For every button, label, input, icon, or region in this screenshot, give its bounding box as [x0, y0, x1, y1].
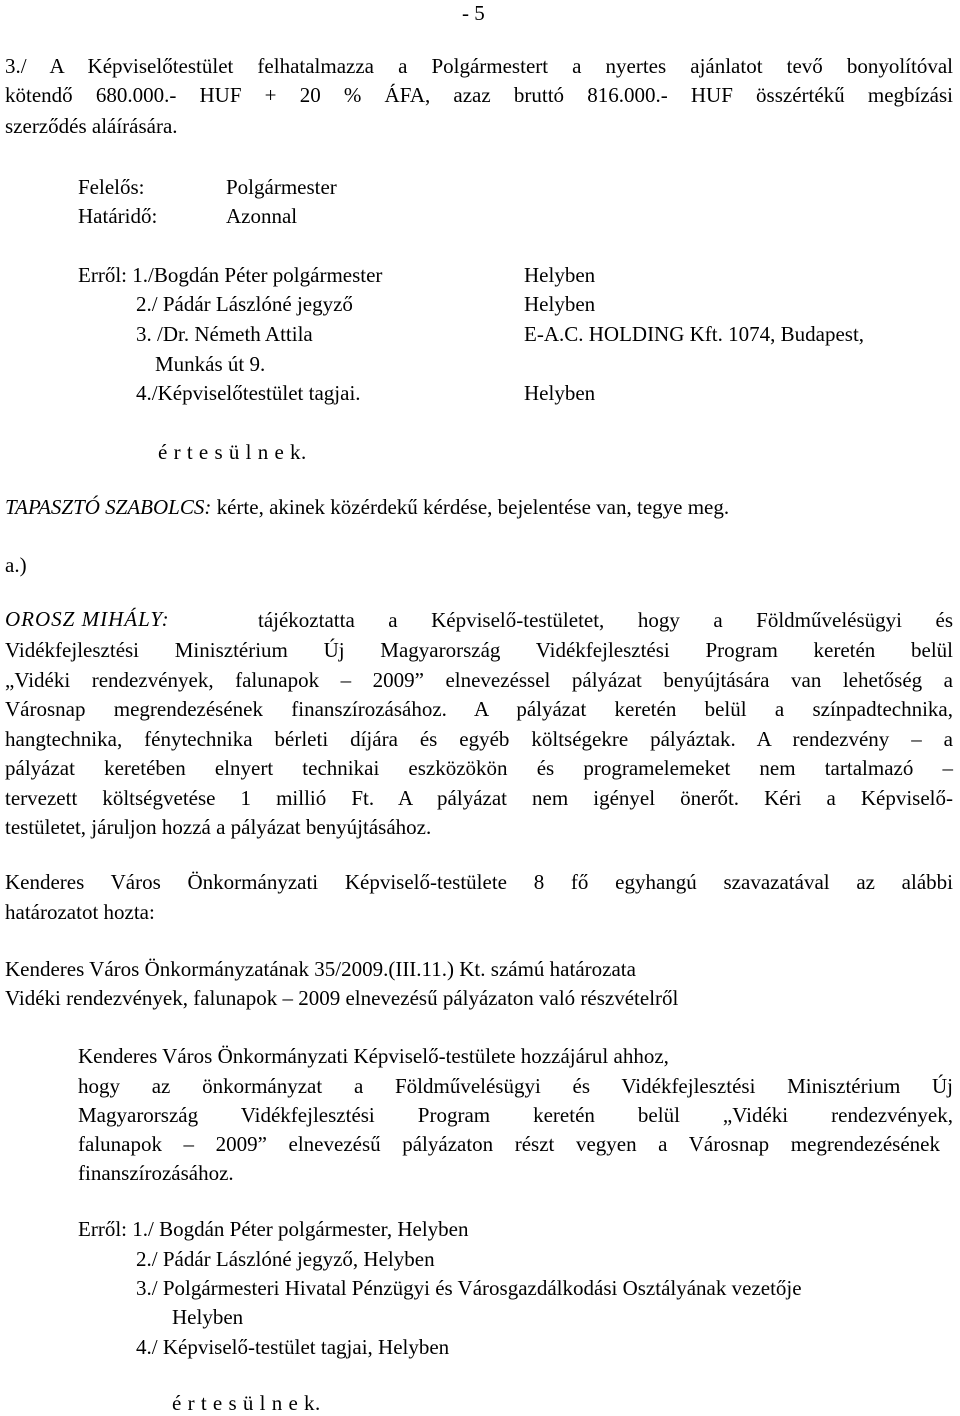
notify-item: Munkás út 9. [155, 352, 266, 376]
notified-label: é r t e s ü l n e k. [158, 440, 307, 464]
notify-item: 4./ Képviselő-testület tagjai, Helyben [136, 1335, 450, 1359]
paragraph-line: tervezett költségvetése 1 millió Ft. A pályázat nem igényel önerőt. Kéri a Képviselő- [5, 786, 953, 810]
item-marker: a.) [5, 553, 27, 577]
tapaszto-statement [5, 494, 729, 520]
resolution-body-line: Kenderes Város Önkormányzati Képviselő-testülete hozzájárul ahhoz, [78, 1044, 669, 1068]
notify-item: Erről: 1./ Bogdán Péter polgármester, Helyben [78, 1217, 469, 1241]
speaker-name: TAPASZTÓ SZABOLCS: [5, 495, 212, 519]
resolution-number: Kenderes Város Önkormányzatának 35/2009.(III.11.) Kt. számú határozata [5, 957, 636, 981]
notify-item: Erről: 1./Bogdán Péter polgármester [78, 263, 383, 287]
notify-location: E-A.C. HOLDING Kft. 1074, Budapest, [524, 322, 865, 346]
statement-text: kérte, akinek közérdekű kérdése, bejelentése van, tegye meg. [211, 495, 730, 519]
notify-location: Helyben [524, 381, 596, 405]
resolution-subject: Vidéki rendezvények, falunapok – 2009 elnevezésű pályázaton való részvételről [5, 986, 679, 1010]
paragraph-line: Kenderes Város Önkormányzati Képviselő-testülete 8 fő egyhangú szavazatával az alábbi [5, 870, 953, 894]
paragraph-line: testületet, járuljon hozzá a pályázat benyújtásához. [5, 815, 432, 839]
paragraph-line: pályázat keretében elnyert technikai eszközökön és programelemeket nem tartalmazó – [5, 756, 953, 780]
resolution-body-line: Magyarország Vidékfejlesztési Program keretén belül „Vidéki rendezvények, [78, 1103, 953, 1127]
notified-label: é r t e s ü l n e k. [172, 1391, 321, 1415]
paragraph-line: kötendő 680.000.- HUF + 20 % ÁFA, azaz bruttó 816.000.- HUF összértékű megbízási [5, 83, 953, 107]
notify-location: Helyben [524, 292, 596, 316]
paragraph-line: Városnap megrendezésének finanszírozásához. A pályázat keretén belül a színpadtechnika, [5, 697, 953, 721]
speaker-name: OROSZ MIHÁLY: [5, 607, 170, 631]
notify-item: 3./ Polgármesteri Hivatal Pénzügyi és Városgazdálkodási Osztályának vezetője [136, 1276, 802, 1300]
paragraph-line: „Vidéki rendezvények, falunapok – 2009” elnevezéssel pályázat benyújtására van lehetőség a [5, 668, 953, 692]
notify-item: 2./ Pádár Lászlóné jegyző [136, 292, 353, 316]
deadline-value: Azonnal [226, 204, 298, 228]
notify-location: Helyben [524, 263, 596, 287]
notify-item: Helyben [172, 1305, 244, 1329]
resolution-body-line: hogy az önkormányzat a Földművelésügyi és Vidékfejlesztési Minisztérium Új [78, 1074, 953, 1098]
paragraph-line: szerződés aláírására. [5, 114, 178, 138]
notify-item: 4./Képviselőtestület tagjai. [136, 381, 361, 405]
deadline-label: Határidő: [78, 204, 158, 228]
paragraph-line: hangtechnika, fénytechnika bérleti díjára és egyéb költségekre pályáztak. A rendezvény – a [5, 727, 953, 751]
paragraph-line: 3./ A Képviselőtestület felhatalmazza a Polgármestert a nyertes ajánlatot tevő bonyolítóval [5, 54, 953, 78]
resolution-body-line: falunapok – 2009” elnevezésű pályázaton részt vegyen a Városnap megrendezésének [78, 1132, 940, 1156]
responsible-label: Felelős: [78, 175, 145, 199]
notify-item: 3. /Dr. Németh Attila [136, 322, 313, 346]
responsible-value: Polgármester [226, 175, 337, 199]
resolution-body-line: finanszírozásához. [78, 1161, 234, 1185]
paragraph-line: határozatot hozta: [5, 900, 155, 924]
notify-item: 2./ Pádár Lászlóné jegyző, Helyben [136, 1247, 435, 1271]
paragraph-line: tájékoztatta a Képviselő-testületet, hogy a Földművelésügyi és [258, 608, 953, 632]
page-number: - 5 [462, 1, 485, 25]
paragraph-line: Vidékfejlesztési Minisztérium Új Magyarország Vidékfejlesztési Program keretén belül [5, 638, 953, 662]
